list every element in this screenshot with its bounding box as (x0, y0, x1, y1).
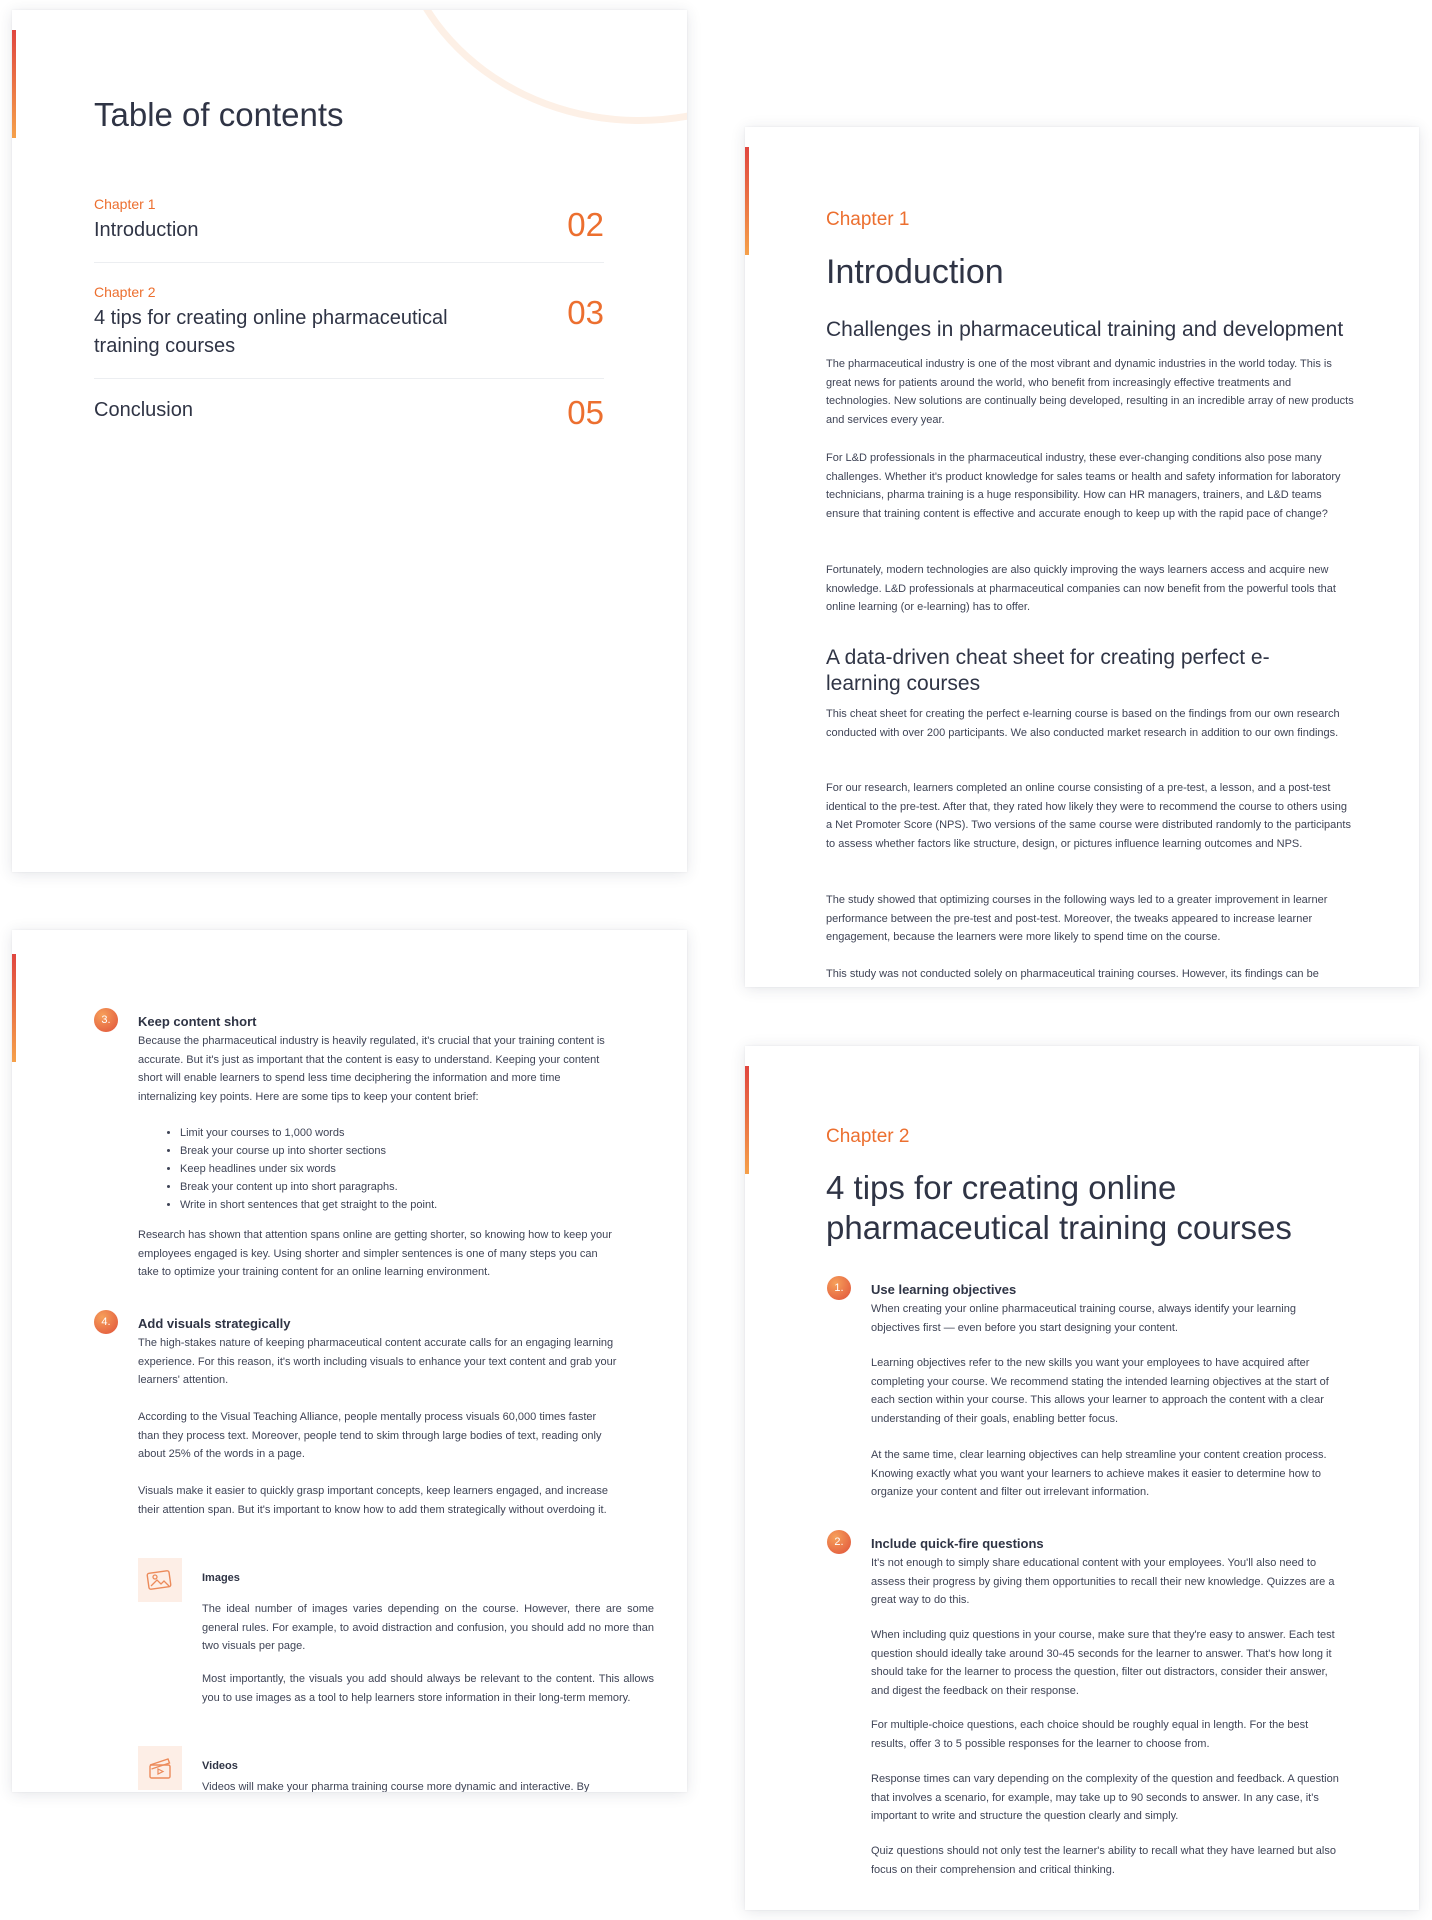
paragraph: The pharmaceutical industry is one of the most vibrant and dynamic industries in the world today. This is great news for patients around the world, who benefit from increasingly effective treatments and technologies. New solutions are continually being developed, resulting in an incredible array of new products and services every year. (826, 358, 1354, 426)
toc-entry-conclusion[interactable] (94, 392, 604, 432)
paragraph: For L&D professionals in the pharmaceutical industry, these ever-changing conditions also pose many challenges. Whether it's product knowledge for sales teams or health and safety information for laboratory technicians, pharma training is a huge responsibility. How can HR managers, trainers, and L&D teams ensure that training content is effective and accurate enough to keep up with the rapid pace of change? (826, 452, 1341, 520)
paragraph: Response times can vary depending on the complexity of the question and feedback. A question that involves a scenario, for example, may take up to 90 seconds to answer. In any case, it's important to write and structure the question clearly and simply. (871, 1773, 1339, 1822)
paragraph: Quiz questions should not only test the learner's ability to recall what they have learned but also focus on their comprehension and critical thinking. (871, 1845, 1336, 1876)
toc-entry-title: Conclusion (94, 399, 193, 421)
chapter-2-page (745, 1046, 1419, 1910)
decorative-arc (392, 10, 687, 124)
tip-title: Use learning objectives (871, 1282, 1017, 1297)
subsection-title: Images (202, 1572, 240, 1584)
tip-title: Keep content short (138, 1014, 257, 1029)
paragraph: Learning objectives refer to the new skills you want your employees to have acquired after completing your course. We recommend stating the intended learning objectives at the start of each section within your course. This allows your learner to approach the content with a clear understanding of their goals, enabling better focus. (871, 1357, 1329, 1425)
list-item: • Break your course up into shorter sections (180, 1142, 437, 1160)
chapter-1-page (745, 127, 1419, 987)
paragraph: Videos will make your pharma training course more dynamic and interactive. By (202, 1781, 590, 1792)
toc-page (12, 10, 687, 872)
paragraph: The study showed that optimizing courses in the following ways led to a greater improvement in learner performance between the pre-test and post-test. Moreover, the tweaks appeared to increase learner engagement, because the learners were more likely to spend time on the course. (826, 894, 1328, 943)
tips-list (164, 1124, 437, 1214)
paragraph: When including quiz questions in your course, make sure that they're easy to answer. Each test question should ideally take around 30-45 seconds for the learner to answer. That's how long it should take for the learner to process the question, filter out distractors, consider their answer, and digest the feedback on their response. (871, 1629, 1335, 1697)
paragraph: Most importantly, the visuals you add should always be relevant to the content. This allows you to use images as a tool to help learners store information in their long-term memory. (202, 1673, 654, 1704)
images-icon (138, 1558, 182, 1602)
accent-bar (12, 30, 16, 138)
toc-entry-chapter-1[interactable] (94, 196, 604, 263)
list-item: • Keep headlines under six words (180, 1160, 437, 1178)
paragraph: For multiple-choice questions, each choice should be roughly equal in length. For the best results, offer 3 to 5 possible responses for the learner to choose from. (871, 1719, 1309, 1750)
tip-number-badge: 4. (94, 1310, 118, 1334)
toc-chapter-label: Chapter 1 (94, 196, 156, 212)
accent-bar (745, 1066, 749, 1174)
paragraph: The ideal number of images varies depending on the course. However, there are some general rules. For example, to avoid distraction and confusion, you should add no more than two visuals per page. (202, 1603, 654, 1652)
list-item: • Write in short sentences that get straight to the point. (180, 1196, 437, 1214)
toc-page-number: 03 (567, 294, 604, 331)
toc-page-number: 02 (567, 206, 604, 243)
tip-title: Include quick-fire questions (871, 1536, 1044, 1551)
toc-page-number: 05 (567, 394, 604, 431)
subsection-title: Videos (202, 1760, 238, 1772)
section-heading: Challenges in pharmaceutical training and development (826, 318, 1344, 341)
chapter-label: Chapter 2 (826, 1126, 910, 1147)
paragraph: For our research, learners completed an online course consisting of a pre-test, a lesson, and a post-test identical to the pre-test. After that, they rated how likely they were to recommend the course to others using a Net Promoter Score (NPS). Two versions of the same course were distributed randomly to the participants to assess whether factors like structure, design, or pictures influence learning outcomes and NPS. (826, 782, 1351, 850)
toc-title: Table of contents (94, 96, 344, 133)
tip-number-badge: 1. (827, 1276, 851, 1300)
paragraph: Fortunately, modern technologies are also quickly improving the ways learners access and acquire new knowledge. L&D professionals at pharmaceutical companies can now benefit from the powerful tools that online learning (or e-learning) has to offer. (826, 564, 1336, 613)
toc-entry-title: 4 tips for creating online pharmaceutical training courses (94, 307, 448, 357)
paragraph: Research has shown that attention spans online are getting shorter, so knowing how to keep your employees engaged is key. Using shorter and simpler sentences is one of many steps you can take to optimize your training content for an online learning environment. (138, 1229, 612, 1278)
chapter-title: Introduction (826, 253, 1004, 291)
paragraph: The high-stakes nature of keeping pharmaceutical content accurate calls for an engaging learning experience. For this reason, it's worth including visuals to enhance your text content and grab your learners' attention. (138, 1337, 617, 1386)
list-item: • Limit your courses to 1,000 words (180, 1124, 437, 1142)
paragraph: Visuals make it easier to quickly grasp important concepts, keep learners engaged, and increase their attention span. But it's important to know how to add them strategically without overdoing it. (138, 1485, 609, 1516)
paragraph: This study was not conducted solely on pharmaceutical training courses. However, its findings can be (826, 968, 1319, 980)
paragraph: This cheat sheet for creating the perfect e-learning course is based on the findings from our own research conducted with over 200 participants. We also conducted market research in addition to our own findings. (826, 708, 1340, 739)
section-heading: A data-driven cheat sheet for creating perfect e-learning courses (826, 646, 1270, 695)
image-icon (145, 1567, 175, 1593)
tips-continued-page (12, 930, 687, 1792)
list-item: • Break your content up into short paragraphs. (180, 1178, 437, 1196)
toc-chapter-label: Chapter 2 (94, 284, 156, 300)
tip-number-badge: 3. (94, 1008, 118, 1032)
chapter-label: Chapter 1 (826, 209, 910, 230)
paragraph: It's not enough to simply share educational content with your employees. You'll also need to assess their progress by giving them opportunities to recall their new knowledge. Quizzes are a great way to do this. (871, 1557, 1335, 1606)
accent-bar (12, 954, 16, 1062)
tip-number-badge: 2. (827, 1530, 851, 1554)
paragraph: When creating your online pharmaceutical training course, always identify your learning objectives first — even before you start designing your content. (871, 1303, 1296, 1334)
toc-entry-chapter-2[interactable] (94, 284, 604, 379)
clapperboard-icon (146, 1755, 174, 1781)
paragraph: According to the Visual Teaching Alliance, people mentally process visuals 60,000 times faster than they process text. Moreover, people tend to skim through large bodies of text, reading only about 25% of the words in a page. (138, 1411, 602, 1460)
videos-icon (138, 1746, 182, 1790)
accent-bar (745, 147, 749, 255)
tip-title: Add visuals strategically (138, 1316, 291, 1331)
paragraph: Because the pharmaceutical industry is heavily regulated, it's crucial that your training content is accurate. But it's just as important that the content is easy to understand. Keeping your content short will enable learners to spend less time deciphering the information and more time internalizing key points. Here are some tips to keep your content brief: (138, 1035, 605, 1103)
paragraph: At the same time, clear learning objectives can help streamline your content creation process. Knowing exactly what you want your learners to achieve makes it easier to determine how to organize your content and filter out irrelevant information. (871, 1449, 1327, 1498)
toc-entry-title: Introduction (94, 219, 199, 241)
chapter-title: 4 tips for creating online pharmaceutical training courses (826, 1169, 1292, 1246)
